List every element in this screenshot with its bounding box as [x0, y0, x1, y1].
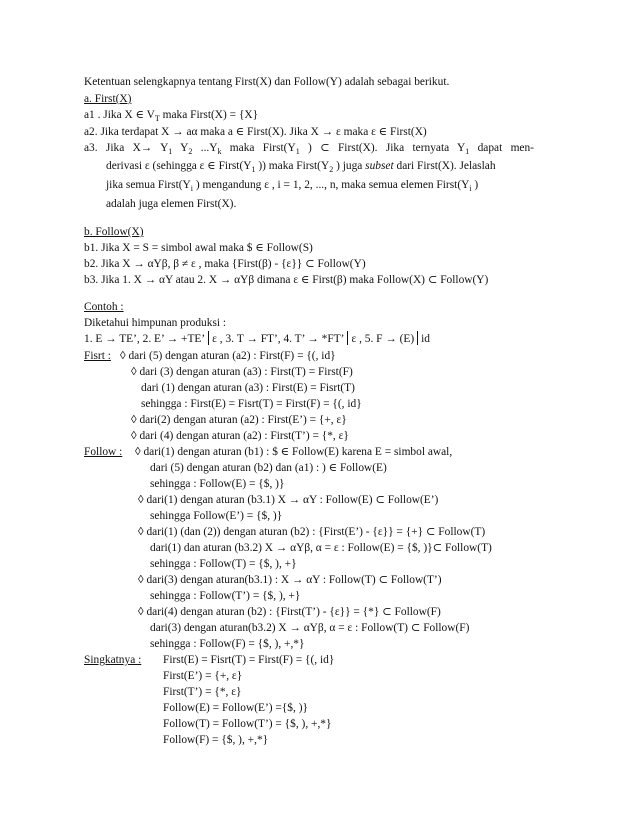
rule-b3: b3. Jika 1. X → αY atau 2. X → αYβ dimana ε ∈ First(β) maka Follow(X) ⊂ Follow(Y) — [84, 274, 489, 286]
first-calc-line: dari (1) dengan aturan (a3) : First(E) = Fisrt(T) — [141, 382, 355, 394]
rule-a3-line4: adalah juga elemen First(X). — [106, 198, 237, 210]
first-calc-line: sehingga : First(E) = Fisrt(T) = First(F) = {(, id} — [141, 398, 362, 410]
intro-text: Ketentuan selengkapnya tentang First(X) dan Follow(Y) adalah sebagai berikut. — [84, 76, 450, 88]
production-list: 1. E → TE’, 2. E’ → +TE’ ε , 3. T → FT’, 4. T’ → *FT’ ε , 5. F → (E) id — [84, 333, 431, 345]
summary-line: Follow(F) = {$, ), +,*} — [163, 734, 269, 746]
rule-a1: a1 . Jika X ∈ $V_T$ maka First(X) = {X} — [84, 109, 259, 123]
first-calc-label: Fisrt : — [84, 350, 111, 362]
alternation-bar — [417, 331, 418, 345]
alternation-bar — [347, 331, 348, 345]
contoh-heading: Contoh : — [84, 301, 124, 313]
follow-calc-line: sehingga : Follow(E) = {$, )} — [150, 478, 285, 490]
rule-b2: b2. Jika X → αYβ, β ≠ ε , maka {First(β) - {ε}} ⊂ Follow(Y) — [84, 258, 366, 270]
given-text: Diketahui himpunan produksi : — [84, 317, 227, 329]
alternation-bar — [208, 331, 209, 345]
follow-calc-line: ◊ dari(3) dengan aturan(b3.1) : X → αY : Follow(T) ⊂ Follow(T’) — [138, 574, 442, 586]
rule-b1: b1. Jika X = S = simbol awal maka $ ∈ Follow(S) — [84, 242, 313, 254]
follow-calc-line: dari(3) dengan aturan(b3.2) X → αYβ, α = ε : Follow(T) ⊂ Follow(F) — [150, 622, 470, 634]
first-calc-line: ◊ dari (5) dengan aturan (a2) : First(F) = {(, id} — [120, 350, 336, 362]
follow-calc-line: dari(1) dan aturan (b3.2) X → αYβ, α = ε : Follow(E) = {$, )}⊂ Follow(T) — [150, 542, 492, 554]
rule-a3-line1: a3. Jika $X\to Y_1$ $Y_2$ $...Y_k$ maka $First(Y_1$ ) ⊂ First(X). Jika ternyata $Y_1$ dapat men- — [84, 142, 534, 156]
follow-heading: b. Follow(X) — [84, 226, 144, 238]
follow-calc-line: sehingga : Follow(T’) = {$, ), +} — [150, 590, 301, 602]
summary-line: First(T’) = {*, ε} — [163, 686, 242, 698]
first-calc-line: ◊ dari(2) dengan aturan (a2) : First(E’) = {+, ε} — [131, 414, 347, 426]
summary-line: Follow(E) = Follow(E’) ={$, )} — [163, 702, 308, 714]
summary-label: Singkatnya : — [84, 654, 142, 666]
follow-calc-line: dari (5) dengan aturan (b2) dan (a1) : ) ∈ Follow(E) — [150, 462, 387, 474]
follow-calc-line: ◊ dari(4) dengan aturan (b2) : {First(T’) - {ε}} = {*} ⊂ Follow(F) — [138, 606, 441, 618]
summary-line: First(E’) = {+, ε} — [163, 670, 243, 682]
follow-calc-line: sehingga : Follow(T) = {$, ), +} — [150, 558, 297, 570]
first-calc-line: ◊ dari (4) dengan aturan (a2) : First(T’) = {*, ε} — [131, 430, 349, 442]
first-calc-line: ◊ dari (3) dengan aturan (a3) : First(T) = First(F) — [131, 366, 353, 378]
rule-a3-line2: derivasi ε (sehingga ε ∈ $First(Y_1$ )) maka $First(Y_2$ ) juga subset dari First(X). Jelaslah — [106, 160, 496, 174]
summary-line: First(E) = Fisrt(T) = First(F) = {(, id} — [163, 654, 335, 666]
follow-calc-line: ◊ dari(1) (dan (2)) dengan aturan (b2) : {First(E’) - {ε}} = {+} ⊂ Follow(T) — [138, 526, 486, 538]
first-heading: a. First(X) — [84, 93, 132, 105]
follow-calc-line: sehingga : Follow(F) = {$, ), +,*} — [150, 638, 305, 650]
follow-calc-line: sehingga Follow(E’) = {$, )} — [150, 510, 283, 522]
follow-calc-line: ◊ dari(1) dengan aturan (b1) : $ ∈ Follow(E) karena E = simbol awal, — [135, 446, 453, 458]
summary-line: Follow(T) = Follow(T’) = {$, ), +,*} — [163, 718, 332, 730]
rule-a3-line3: jika semua $First(Y_i$ ) mengandung ε , i = 1, 2, ..., n, maka semua elemen $First(Y_i$ ) — [106, 179, 479, 193]
follow-calc-label: Follow : — [84, 446, 123, 458]
rule-a2: a2. Jika terdapat X → aα maka a ∈ First(X). Jika X → ε maka ε ∈ First(X) — [84, 126, 427, 138]
follow-calc-line: ◊ dari(1) dengan aturan (b3.1) X → αY : Follow(E) ⊂ Follow(E’) — [138, 494, 439, 506]
